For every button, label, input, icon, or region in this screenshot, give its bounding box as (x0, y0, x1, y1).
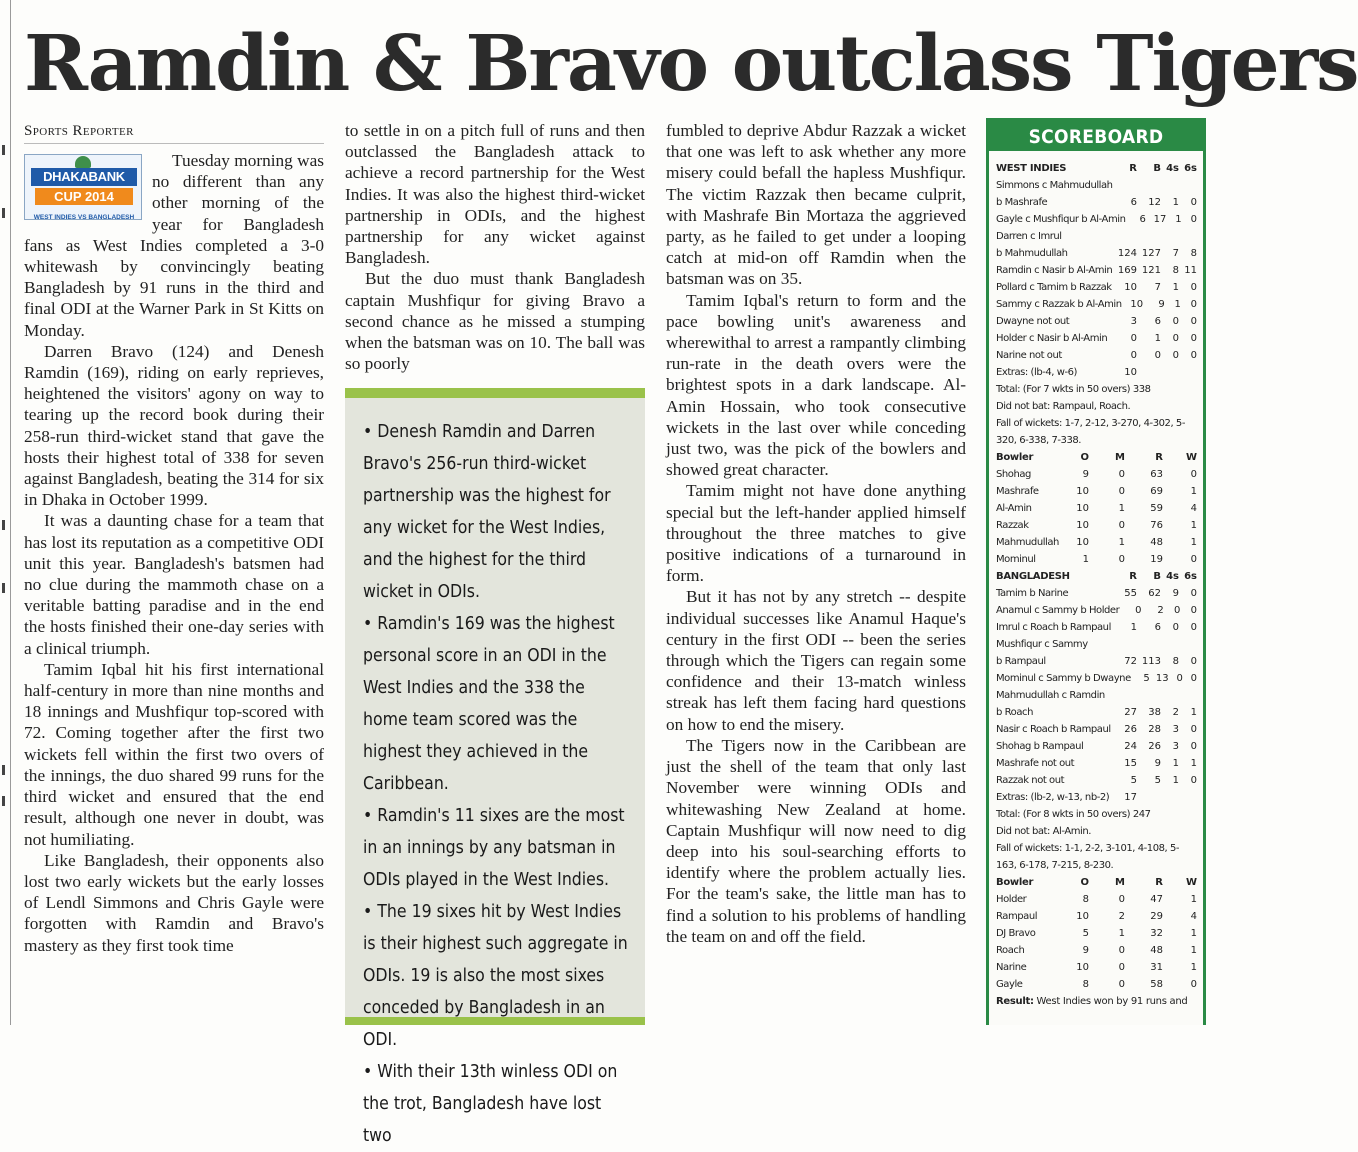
scoreboard-batting-row (996, 738, 1197, 755)
scoreboard-batting-row (996, 313, 1197, 330)
scoreboard-cell-value: 0 (1190, 214, 1197, 225)
scoreboard-cell-label: Pollard c Tamim b Razzak (996, 282, 1112, 293)
scoreboard-cell-label: Gayle (996, 979, 1023, 990)
logo-line-1: DHAKABANK (31, 168, 137, 186)
scoreboard-cell-value: 4 (1190, 503, 1197, 514)
scoreboard-batting-row (996, 330, 1197, 347)
scoreboard-cell-label: Al-Amin (996, 503, 1032, 514)
scoreboard-cell-label: Tamim b Narine (996, 588, 1069, 599)
scoreboard-cell-value: 1 (1118, 503, 1125, 514)
scoreboard-cell-label: Roach (996, 945, 1025, 956)
scoreboard-cell-value: 1 (1172, 758, 1179, 769)
paragraph: Tamim might not have done anything special but the left-hander applied himself throughout the three matches to give positive indications of a turnaround in form. (666, 481, 966, 586)
scoreboard-team-header (996, 568, 1197, 585)
scoreboard-cell-value: 0 (1172, 333, 1179, 344)
fact-item: • Ramdin's 169 was the highest personal score in an ODI in the West Indies and the 338 the home team scored was the highest they achieved in the Caribbean. (363, 614, 615, 794)
scoreboard-cell-label: Holder c Nasir b Al-Amin (996, 333, 1108, 344)
paragraph: Darren Bravo (124) and Denesh Ramdin (169), riding on early reprieves, heightened the visitors' agony on way to tearing up the record book during their 258-run third-wicket stand that gave the hosts their highest total of 338 for seven against Bangladesh, beating the 314 for six in Dhaka in October 1999. (24, 341, 324, 510)
paragraph: Tamim Iqbal's return to form and the pace bowling unit's awareness and wherewithal to arrest a rampantly climbing run-rate in the death overs were the brightest spots in a dark landscape. Al-Amin Hossain, who took consecutive wickets in the last over while conceding just two, was the pick of the bowlers and showed great character. (666, 290, 966, 480)
scoreboard-cell-value: 0 (1172, 316, 1179, 327)
scoreboard-cell-value: R (1129, 571, 1137, 582)
scoreboard-bowling-row (996, 551, 1197, 568)
scoreboard-batting-row (996, 602, 1197, 619)
scoreboard-cell-label: Anamul c Sammy b Holder (996, 605, 1120, 616)
scoreboard-cell-value: B (1153, 163, 1161, 174)
scoreboard-cell-value: 17 (1153, 214, 1167, 225)
scoreboard-cell-value: 1 (1190, 758, 1197, 769)
scoreboard-batting-row (996, 262, 1197, 279)
scoreboard-cell-label: Razzak (996, 520, 1029, 531)
scoreboard-cell-value: 0 (1172, 350, 1179, 361)
scoreboard-cell-value: 0 (1190, 282, 1197, 293)
scoreboard-batting-row (996, 279, 1197, 296)
scoreboard-cell-value: 6 (1154, 622, 1161, 633)
scoreboard-cell-value (1161, 789, 1179, 806)
cricketer-figure-icon (75, 156, 91, 168)
scoreboard-cell-label: Shohag b Rampaul (996, 741, 1084, 752)
scoreboard-cell-value: 10 (1124, 367, 1137, 378)
scoreboard-cell-value: 29 (1150, 911, 1163, 922)
scoreboard-cell-label: Mominul c Sammy b Dwayne (996, 673, 1131, 684)
scoreboard-cell-value (1161, 177, 1179, 194)
scoreboard-cell-value (1179, 687, 1197, 704)
scoreboard-cell-value: 19 (1150, 554, 1163, 565)
scoreboard-batting-row (996, 347, 1197, 364)
scoreboard-cell-value: 0 (1190, 775, 1197, 786)
scoreboard-cell-label: Ramdin c Nasir b Al-Amin (996, 265, 1113, 276)
scoreboard-cell-value: 0 (1190, 350, 1197, 361)
scoreboard-cell-value (1161, 364, 1179, 381)
scoreboard-cell-value (1113, 687, 1137, 704)
scoreboard-cell-value: R (1155, 452, 1163, 463)
scoreboard-batting-row (996, 670, 1197, 687)
scoreboard-cell-value: 4s (1166, 163, 1179, 174)
scoreboard-cell-value: R (1129, 163, 1137, 174)
scoreboard-result (996, 993, 1197, 1010)
scoreboard-cell-value: 6s (1184, 163, 1197, 174)
scoreboard-cell-label: b Mashrafe (996, 197, 1048, 208)
paragraph: Tamim Iqbal hit his first international half-century in more than nine months and 18 innings and Mushfiqur top-scored with 72. Coming together after the first two wickets fell within the first two overs of the innings, the duo shared 99 runs for the third wicket and ensured that the end result, although one never in doubt, was not humiliating. (24, 659, 324, 849)
scoreboard-cell-value: 0 (1130, 350, 1137, 361)
scoreboard-bowling-row (996, 517, 1197, 534)
facts-box (345, 388, 645, 1146)
paragraph: fumbled to deprive Abdur Razzak a wicket that one was left to ask whether any more misery could befall the hapless Mushfiqur. The victim Razzak then became culprit, with Mashrafe Bin Mortaza the aggrieved party, as he failed to get under a looping catch at mid-on off Ramdin when the batsman was on 35. (666, 121, 966, 289)
scoreboard-cell-label: Dwayne not out (996, 316, 1070, 327)
scoreboard-cell-value: 0 (1190, 588, 1197, 599)
scoreboard-cell-value (1161, 636, 1179, 653)
scoreboard-bowling-header (996, 874, 1197, 891)
scoreboard-cell-value: 6s (1184, 571, 1197, 582)
scoreboard-cell-value (1137, 364, 1161, 381)
fact-item: • With their 13th winless ODI on the trot, Bangladesh have lost two (363, 1062, 618, 1146)
scoreboard-cell-value: M (1115, 452, 1125, 463)
scoreboard-cell-value: 28 (1148, 724, 1161, 735)
scoreboard-cell-value: 3 (1172, 741, 1179, 752)
scoreboard-cell-value: 0 (1190, 622, 1197, 633)
fact-item: • Ramdin's 11 sixes are the most in an innings by any batsman in ODIs played in the West Indies. (363, 806, 625, 890)
scoreboard-batting-row (996, 653, 1197, 670)
article-column-1 (24, 120, 324, 956)
scoreboard-cell-label: Sammy c Razzak b Al-Amin (996, 299, 1122, 310)
scoreboard-batting-row (996, 211, 1197, 228)
scoreboard-cell-label: Mahmudullah c Ramdin (996, 690, 1105, 701)
scoreboard-cell-value: 1 (1154, 333, 1161, 344)
paragraph: Tuesday morning was no different than any other morning of the year for Bangladesh fans as West Indies completed a 3-0 whitewash by convincingly beating Bangladesh by 91 runs in the third and final ODI at the Warner Park in St Kitts on Monday. (24, 151, 325, 340)
scoreboard-cell-value (1179, 228, 1197, 245)
scoreboard-cell-value: 0 (1118, 486, 1125, 497)
scoreboard-cell-value: 127 (1141, 248, 1161, 259)
scoreboard-cell-value: 0 (1190, 656, 1197, 667)
scoreboard-cell-value: 1 (1172, 282, 1179, 293)
scoreboard-batting-row (996, 245, 1197, 262)
scoreboard-cell-value (1137, 177, 1161, 194)
scoreboard-cell-value: 0 (1130, 333, 1137, 344)
scoreboard-cell-label: Rampaul (996, 911, 1038, 922)
scoreboard-batting-row (996, 296, 1197, 313)
scoreboard-cell-value: 0 (1173, 605, 1181, 616)
paragraph: to settle in on a pitch full of runs and then outclassed the Bangladesh attack to achieve a record partnership for the West Indies. It was also the highest third-wicket partnership in ODIs, and the highest partnership for any wicket against Bangladesh. (345, 121, 645, 268)
logo-line-2: CUP 2014 (35, 188, 133, 205)
scoreboard-cell-value: 1 (1190, 962, 1197, 973)
scoreboard-cell-value: 1 (1190, 520, 1197, 531)
scoreboard-fall-of-wickets: Fall of wickets: 1-1, 2-2, 3-101, 4-108, 5-163, 6-178, 7-215, 8-230. (996, 843, 1180, 871)
scoreboard-cell-label: BANGLADESH (996, 571, 1070, 582)
scoreboard-cell-value: 0 (1118, 520, 1125, 531)
scoreboard-cell-value (1161, 228, 1179, 245)
scoreboard-bowling-row (996, 908, 1197, 925)
scoreboard-cell-value: 10 (1130, 299, 1144, 310)
scoreboard-cell-value (1179, 177, 1197, 194)
scoreboard-cell-value: 0 (1190, 333, 1197, 344)
scoreboard-cell-value (1137, 789, 1161, 806)
scoreboard-cell-value: 0 (1190, 554, 1197, 565)
scoreboard-cell-value: 7 (1172, 248, 1179, 259)
scoreboard-cell-value: 10 (1124, 282, 1137, 293)
scoreboard-cell-value: 0 (1135, 605, 1142, 616)
scoreboard-cell-value: 8 (1172, 656, 1179, 667)
scoreboard (986, 118, 1206, 1025)
scoreboard-cell-value: 9 (1154, 758, 1161, 769)
scoreboard-cell-value: 0 (1118, 979, 1125, 990)
scoreboard-cell-value: 0 (1118, 894, 1125, 905)
scoreboard-cell-value: 48 (1150, 537, 1163, 548)
scoreboard-cell-value: 1 (1174, 299, 1181, 310)
scoreboard-batting-row (996, 177, 1197, 194)
scoreboard-cell-value (1137, 636, 1161, 653)
scoreboard-cell-label: Bowler (996, 877, 1034, 888)
scoreboard-cell-value: 6 (1154, 316, 1161, 327)
scoreboard-result-text: West Indies won by 91 runs and (1033, 996, 1188, 1007)
scoreboard-cell-value: 31 (1150, 962, 1163, 973)
scoreboard-cell-value: 2 (1118, 911, 1125, 922)
scoreboard-cell-label: Imrul c Roach b Rampaul (996, 622, 1111, 633)
scoreboard-cell-label: b Rampaul (996, 656, 1046, 667)
scoreboard-cell-value: 1 (1190, 894, 1197, 905)
scoreboard-cell-value (1137, 228, 1161, 245)
scoreboard-batting-row (996, 704, 1197, 721)
scoreboard-batting-row (996, 789, 1197, 806)
scoreboard-batting-row (996, 721, 1197, 738)
scoreboard-cell-value: 0 (1190, 316, 1197, 327)
scoreboard-cell-value: 113 (1141, 656, 1161, 667)
scoreboard-cell-value: 1 (1172, 775, 1179, 786)
scoreboard-cell-value: 47 (1150, 894, 1163, 905)
scoreboard-cell-value: 1 (1190, 707, 1197, 718)
scoreboard-cell-label: Narine not out (996, 350, 1062, 361)
scoreboard-team-header (996, 160, 1197, 177)
scoreboard-cell-label: Simmons c Mahmudullah (996, 180, 1113, 191)
paragraph: Like Bangladesh, their opponents also lost two early wickets but the early losses of Lendl Simmons and Chris Gayle were forgotten with Ramdin and Bravo's mastery as they first took time (24, 850, 324, 955)
scoreboard-cell-value: 5 (1130, 775, 1137, 786)
scoreboard-cell-value (1161, 687, 1179, 704)
paragraph: But the duo must thank Bangladesh captain Mushfiqur for giving Bravo a second chance as he missed a stumping when the batsman was on 10. The ball was so poorly (345, 269, 645, 374)
scoreboard-did-not-bat: Did not bat: Al-Amin. (996, 826, 1091, 837)
scoreboard-cell-value: 11 (1184, 265, 1197, 276)
scoreboard-cell-value: O (1080, 452, 1089, 463)
scoreboard-cell-value: 5 (1143, 673, 1150, 684)
scoreboard-cell-label: Mushfiqur c Sammy (996, 639, 1088, 650)
scoreboard-cell-value: 121 (1141, 265, 1161, 276)
scoreboard-cell-value: 63 (1150, 469, 1163, 480)
byline: Sports Reporter (24, 120, 324, 144)
scoreboard-cell-value: 0 (1190, 299, 1197, 310)
dhaka-bank-cup-logo (24, 154, 142, 220)
scoreboard-cell-label: Nasir c Roach b Rampaul (996, 724, 1111, 735)
scoreboard-cell-value: 3 (1172, 724, 1179, 735)
scoreboard-fall-of-wickets: Fall of wickets: 1-7, 2-12, 3-270, 4-302, 5-320, 6-338, 7-338. (996, 418, 1185, 446)
scoreboard-cell-value: 58 (1150, 979, 1163, 990)
scoreboard-cell-value (1179, 789, 1197, 806)
paragraph: The Tigers now in the Caribbean are just the shell of the team that only last November were winning ODIs and whitewashing New Zealand at home. Captain Mushfiqur will now need to dig deep into his soul-searching efforts to identify where the problem actually lies. For the team's sake, the little man has to find a solution to his problems of handling the team on and off the field. (666, 735, 966, 946)
scoreboard-cell-value: 62 (1148, 588, 1161, 599)
scoreboard-cell-label: b Roach (996, 707, 1033, 718)
scoreboard-cell-value: 8 (1082, 979, 1089, 990)
scoreboard-did-not-bat: Did not bat: Rampaul, Roach. (996, 401, 1131, 412)
scoreboard-cell-value: 1 (1118, 928, 1125, 939)
scoreboard-cell-value: 10 (1076, 911, 1089, 922)
scoreboard-cell-value: 0 (1172, 622, 1179, 633)
scoreboard-cell-value: 1 (1190, 945, 1197, 956)
scoreboard-batting-row (996, 364, 1197, 381)
scoreboard-cell-value: 1 (1175, 214, 1182, 225)
scoreboard-cell-label: Mominul (996, 554, 1036, 565)
scoreboard-cell-value: 48 (1150, 945, 1163, 956)
scoreboard-batting-row (996, 228, 1197, 245)
scoreboard-cell-value: 4 (1190, 911, 1197, 922)
scoreboard-cell-value: 15 (1124, 758, 1137, 769)
scoreboard-cell-value: 10 (1076, 537, 1089, 548)
scoreboard-cell-label: Shohag (996, 469, 1031, 480)
scoreboard-cell-value (1179, 364, 1197, 381)
page-edge-marks (0, 0, 8, 1025)
paragraph: But it has not by any stretch -- despite individual successes like Anamul Haque's century in the first ODI -- been the series through which the Tigers can regain some confidence and their 13-match winless streak has left them facing hard questions on how to end the misery. (666, 587, 966, 734)
scoreboard-bowling-row (996, 959, 1197, 976)
scoreboard-cell-value: 5 (1154, 775, 1161, 786)
scoreboard-cell-value (1137, 687, 1161, 704)
logo-line-3: WEST INDIES VS BANGLADESH (33, 214, 135, 221)
scoreboard-bowling-header (996, 449, 1197, 466)
scoreboard-body (989, 151, 1203, 1010)
scoreboard-cell-label: WEST INDIES (996, 163, 1067, 174)
scoreboard-title: SCOREBOARD (989, 121, 1203, 151)
scoreboard-cell-value: W (1185, 452, 1197, 463)
scoreboard-bowling-row (996, 466, 1197, 483)
scoreboard-cell-value: 0 (1190, 673, 1197, 684)
scoreboard-cell-value: 13 (1155, 673, 1169, 684)
scoreboard-cell-value: 2 (1157, 605, 1164, 616)
scoreboard-cell-value: 1 (1082, 554, 1089, 565)
scoreboard-bowling-row (996, 925, 1197, 942)
scoreboard-cell-label: Extras: (lb-4, w-6) (996, 367, 1078, 378)
scoreboard-cell-value: M (1115, 877, 1125, 888)
scoreboard-cell-value: 9 (1082, 469, 1089, 480)
scoreboard-cell-value: 26 (1148, 741, 1161, 752)
scoreboard-cell-value (1113, 177, 1137, 194)
scoreboard-cell-value: 8 (1172, 265, 1179, 276)
scoreboard-batting-row (996, 585, 1197, 602)
scoreboard-cell-label: Mashrafe (996, 486, 1039, 497)
scoreboard-cell-label: DJ Bravo (996, 928, 1036, 939)
scoreboard-cell-value: 1 (1130, 622, 1137, 633)
scoreboard-batting-row (996, 687, 1197, 704)
scoreboard-cell-value: 4s (1166, 571, 1179, 582)
scoreboard-cell-label: Bowler (996, 452, 1034, 463)
scoreboard-cell-value: 0 (1190, 605, 1197, 616)
scoreboard-bowling-row (996, 483, 1197, 500)
scoreboard-batting-row (996, 755, 1197, 772)
scoreboard-cell-value: 0 (1190, 197, 1197, 208)
scoreboard-cell-value: 10 (1076, 486, 1089, 497)
scoreboard-cell-value: 3 (1130, 316, 1137, 327)
page-left-rule (10, 0, 11, 1025)
scoreboard-cell-value: 7 (1154, 282, 1161, 293)
scoreboard-cell-value: 1 (1190, 928, 1197, 939)
scoreboard-cell-value: 1 (1190, 486, 1197, 497)
scoreboard-cell-value: O (1080, 877, 1089, 888)
scoreboard-batting-row (996, 194, 1197, 211)
scoreboard-cell-label: Holder (996, 894, 1027, 905)
scoreboard-cell-label: Narine (996, 962, 1027, 973)
scoreboard-cell-value: 10 (1076, 503, 1089, 514)
scoreboard-cell-value: 72 (1124, 656, 1137, 667)
scoreboard-cell-value (1113, 636, 1137, 653)
scoreboard-cell-value: 0 (1190, 979, 1197, 990)
scoreboard-cell-value: 1 (1118, 537, 1125, 548)
scoreboard-cell-value: 6 (1130, 197, 1137, 208)
scoreboard-cell-value: W (1185, 877, 1197, 888)
scoreboard-cell-value: 2 (1172, 707, 1179, 718)
scoreboard-bowling-row (996, 942, 1197, 959)
scoreboard-cell-value: 0 (1118, 962, 1125, 973)
fact-item: • The 19 sixes hit by West Indies is their highest such aggregate in ODIs. 19 is also the most sixes conceded by Bangladesh in an ODI. (363, 902, 628, 1050)
scoreboard-cell-value: 8 (1082, 894, 1089, 905)
scoreboard-bowling-row (996, 534, 1197, 551)
scoreboard-batting-row (996, 619, 1197, 636)
scoreboard-cell-value: B (1153, 571, 1161, 582)
scoreboard-cell-label: Gayle c Mushfiqur b Al-Amin (996, 214, 1126, 225)
scoreboard-cell-label: b Mahmudullah (996, 248, 1068, 259)
scoreboard-cell-value: 6 (1139, 214, 1146, 225)
scoreboard-cell-value: 12 (1148, 197, 1161, 208)
headline: Ramdin & Bravo outclass Tigers (24, 19, 1358, 109)
scoreboard-cell-value: 5 (1082, 928, 1089, 939)
scoreboard-cell-label: Razzak not out (996, 775, 1065, 786)
scoreboard-cell-value: 17 (1124, 792, 1137, 803)
scoreboard-bowling-row (996, 976, 1197, 993)
scoreboard-cell-value: 38 (1148, 707, 1161, 718)
scoreboard-cell-value: 169 (1117, 265, 1137, 276)
scoreboard-cell-value: 69 (1150, 486, 1163, 497)
scoreboard-cell-value: 0 (1190, 469, 1197, 480)
article-column-2 (345, 120, 645, 374)
scoreboard-total: Total: (For 7 wkts in 50 overs) 338 (996, 384, 1151, 395)
scoreboard-cell-label: Mahmudullah (996, 537, 1059, 548)
scoreboard-cell-label: Darren c Imrul (996, 231, 1062, 242)
scoreboard-cell-value: 0 (1176, 673, 1183, 684)
scoreboard-cell-value: 9 (1082, 945, 1089, 956)
scoreboard-cell-value: 8 (1190, 248, 1197, 259)
scoreboard-cell-value: R (1155, 877, 1163, 888)
scoreboard-cell-value: 27 (1124, 707, 1137, 718)
scoreboard-cell-value: 26 (1124, 724, 1137, 735)
scoreboard-cell-value: 0 (1118, 945, 1125, 956)
scoreboard-cell-value: 24 (1124, 741, 1137, 752)
scoreboard-cell-value: 9 (1158, 299, 1165, 310)
scoreboard-bowling-row (996, 891, 1197, 908)
scoreboard-result-label: Result: (996, 996, 1034, 1007)
paragraph: It was a daunting chase for a team that has lost its reputation as a competitive ODI unit this year. Bangladesh's batsmen had no clue during the mammoth chase on a veritable batting paradise and in the end the hosts finished their one-day series with a clinical triumph. (24, 511, 324, 658)
scoreboard-cell-value: 55 (1124, 588, 1137, 599)
scoreboard-total: Total: (For 8 wkts in 50 overs) 247 (996, 809, 1151, 820)
scoreboard-cell-value: 9 (1172, 588, 1179, 599)
fact-item: • Denesh Ramdin and Darren Bravo's 256-run third-wicket partnership was the highest for any wicket for the West Indies, and the highest for the third wicket in ODIs. (363, 422, 611, 602)
scoreboard-cell-value: 1 (1172, 197, 1179, 208)
scoreboard-cell-value: 0 (1190, 724, 1197, 735)
scoreboard-cell-value: 0 (1154, 350, 1161, 361)
article-column-3 (666, 120, 966, 947)
scoreboard-cell-value: 0 (1118, 469, 1125, 480)
scoreboard-bowling-row (996, 500, 1197, 517)
scoreboard-cell-value: 10 (1076, 962, 1089, 973)
scoreboard-cell-value (1179, 636, 1197, 653)
scoreboard-cell-value: 59 (1150, 503, 1163, 514)
scoreboard-batting-row (996, 772, 1197, 789)
scoreboard-cell-value: 0 (1190, 741, 1197, 752)
scoreboard-cell-value: 76 (1150, 520, 1163, 531)
scoreboard-cell-value (1113, 228, 1137, 245)
scoreboard-batting-row (996, 636, 1197, 653)
scoreboard-cell-value: 32 (1150, 928, 1163, 939)
scoreboard-cell-value: 0 (1118, 554, 1125, 565)
scoreboard-cell-value: 124 (1117, 248, 1137, 259)
scoreboard-cell-label: Extras: (lb-2, w-13, nb-2) (996, 792, 1110, 803)
scoreboard-cell-value: 10 (1076, 520, 1089, 531)
scoreboard-cell-value: 1 (1190, 537, 1197, 548)
scoreboard-cell-label: Mashrafe not out (996, 758, 1075, 769)
